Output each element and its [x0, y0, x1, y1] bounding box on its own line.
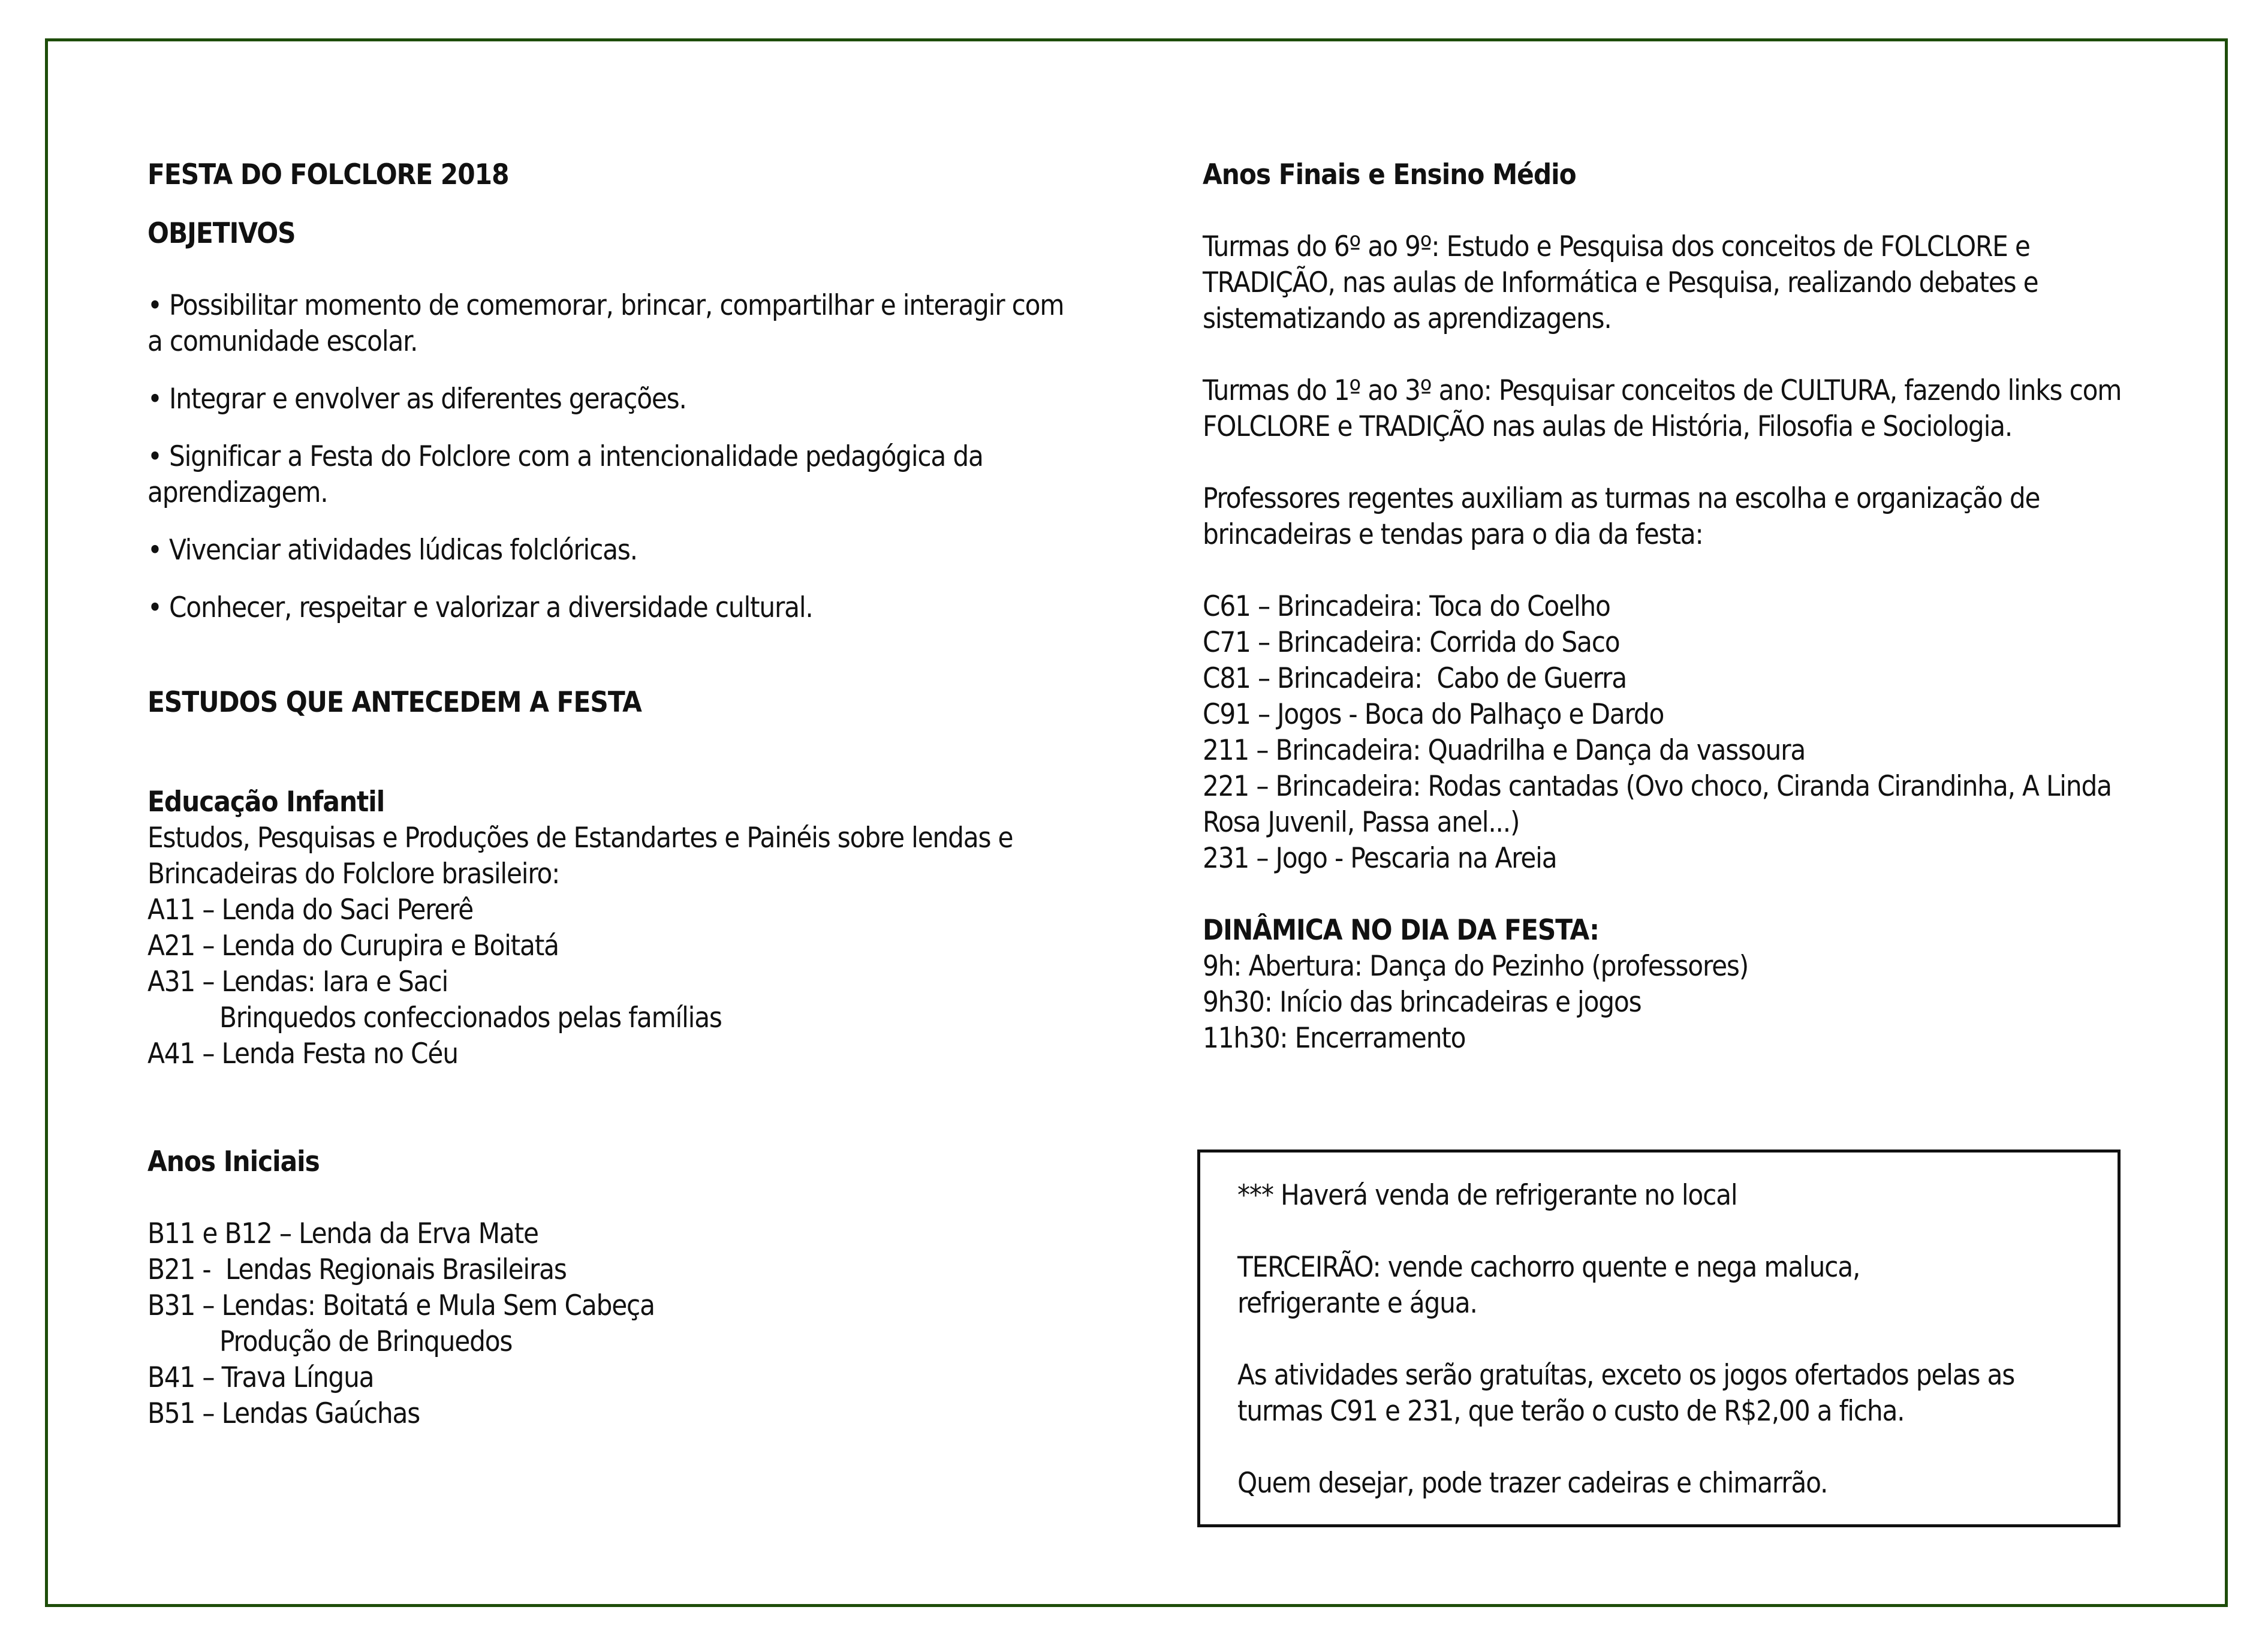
anos-finais-paragraph: Turmas do 6º ao 9º: Estudo e Pesquisa dos conceitos de FOLCLORE e TRADIÇÃO, nas aulas de Informática e Pesquisa, realizando debates e sistematizando as aprendizagens.: [1203, 230, 2038, 335]
educacao-infantil-intro: Estudos, Pesquisas e Produções de Estandartes e Painéis sobre lendas e Brincadeiras do Folclore brasileiro:: [147, 822, 1013, 890]
dinamica-heading: DINÂMICA NO DIA DA FESTA:: [1203, 914, 1600, 947]
objectives-list: [147, 288, 1107, 626]
list-item: A21 – Lenda do Curupira e Boitatá: [147, 929, 559, 962]
list-item: B21 - Lendas Regionais Brasileiras: [147, 1253, 567, 1286]
list-item: A31 – Lendas: Iara e Saci: [147, 965, 448, 998]
list-item-continuation: Produção de Brinquedos: [219, 1325, 513, 1358]
activity-item: 231 – Jogo - Pescaria na Areia: [1203, 842, 1557, 875]
anos-finais-paragraph: Turmas do 1º ao 3º ano: Pesquisar conceitos de CULTURA, fazendo links com FOLCLORE e TRADIÇÃO nas aulas de História, Filosofia e Sociologia.: [1203, 374, 2122, 443]
educacao-infantil-section: [147, 784, 1107, 1072]
anos-finais-heading: Anos Finais e Ensino Médio: [1203, 158, 1576, 191]
objective-item: • Vivenciar atividades lúdicas folclóricas.: [147, 534, 637, 567]
anos-iniciais-section: [147, 1144, 1107, 1432]
list-item: A11 – Lenda do Saci Pererê: [147, 893, 474, 926]
anos-finais-paragraph: Professores regentes auxiliam as turmas na escolha e organização de brincadeiras e tendas para o dia da festa:: [1203, 482, 2040, 551]
educacao-infantil-heading: Educação Infantil: [147, 786, 385, 819]
anos-iniciais-heading: Anos Iniciais: [147, 1145, 320, 1178]
list-item: B11 e B12 – Lenda da Erva Mate: [147, 1217, 538, 1250]
list-item: B41 – Trava Língua: [147, 1361, 374, 1394]
objective-item: • Significar a Festa do Folclore com a intencionalidade pedagógica da aprendizagem.: [147, 440, 983, 509]
list-item: A41 – Lenda Festa no Céu: [147, 1037, 458, 1070]
list-item-continuation: Brinquedos confeccionados pelas famílias: [219, 1001, 722, 1034]
activity-item: C71 – Brincadeira: Corrida do Saco: [1203, 626, 1620, 659]
studies-heading: ESTUDOS QUE ANTECEDEM A FESTA: [147, 686, 641, 719]
activity-item: C91 – Jogos - Boca do Palhaço e Dardo: [1203, 698, 1664, 731]
activities-list: [1203, 589, 2174, 877]
right-column: [1203, 157, 2174, 1057]
objective-item: • Conhecer, respeitar e valorizar a diversidade cultural.: [147, 591, 813, 624]
note-text: Quem desejar, pode trazer cadeiras e chimarrão.: [1237, 1467, 1828, 1500]
left-column: [147, 157, 1107, 1432]
activity-item: C81 – Brincadeira: Cabo de Guerra: [1203, 662, 1627, 695]
activity-item: 221 – Brincadeira: Rodas cantadas (Ovo choco, Ciranda Cirandinha, A Linda Rosa Juvenil, Passa anel...): [1203, 770, 2112, 839]
note-text: As atividades serão gratuítas, exceto os jogos ofertados pelas as turmas C91 e 231, que terão o custo de R$2,00 a ficha.: [1237, 1359, 2015, 1428]
list-item: B51 – Lendas Gaúchas: [147, 1397, 420, 1430]
notes-box: [1197, 1150, 2121, 1527]
objective-item: • Possibilitar momento de comemorar, brincar, compartilhar e interagir com a comunidade escolar.: [147, 289, 1064, 358]
schedule-item: 11h30: Encerramento: [1203, 1022, 1466, 1055]
note-text: *** Haverá venda de refrigerante no local: [1237, 1179, 1737, 1212]
dinamica-section: [1203, 913, 2174, 1057]
schedule-item: 9h: Abertura: Dança do Pezinho (professores): [1203, 950, 1749, 983]
document-title: FESTA DO FOLCLORE 2018: [147, 158, 509, 191]
list-item: B31 – Lendas: Boitatá e Mula Sem Cabeça: [147, 1289, 655, 1322]
schedule-item: 9h30: Início das brincadeiras e jogos: [1203, 986, 1641, 1019]
objectives-heading: OBJETIVOS: [147, 217, 296, 250]
note-text: TERCEIRÃO: vende cachorro quente e nega maluca, refrigerante e água.: [1237, 1251, 1860, 1320]
activity-item: 211 – Brincadeira: Quadrilha e Dança da vassoura: [1203, 734, 1806, 767]
objective-item: • Integrar e envolver as diferentes gerações.: [147, 383, 686, 416]
activity-item: C61 – Brincadeira: Toca do Coelho: [1203, 590, 1610, 623]
